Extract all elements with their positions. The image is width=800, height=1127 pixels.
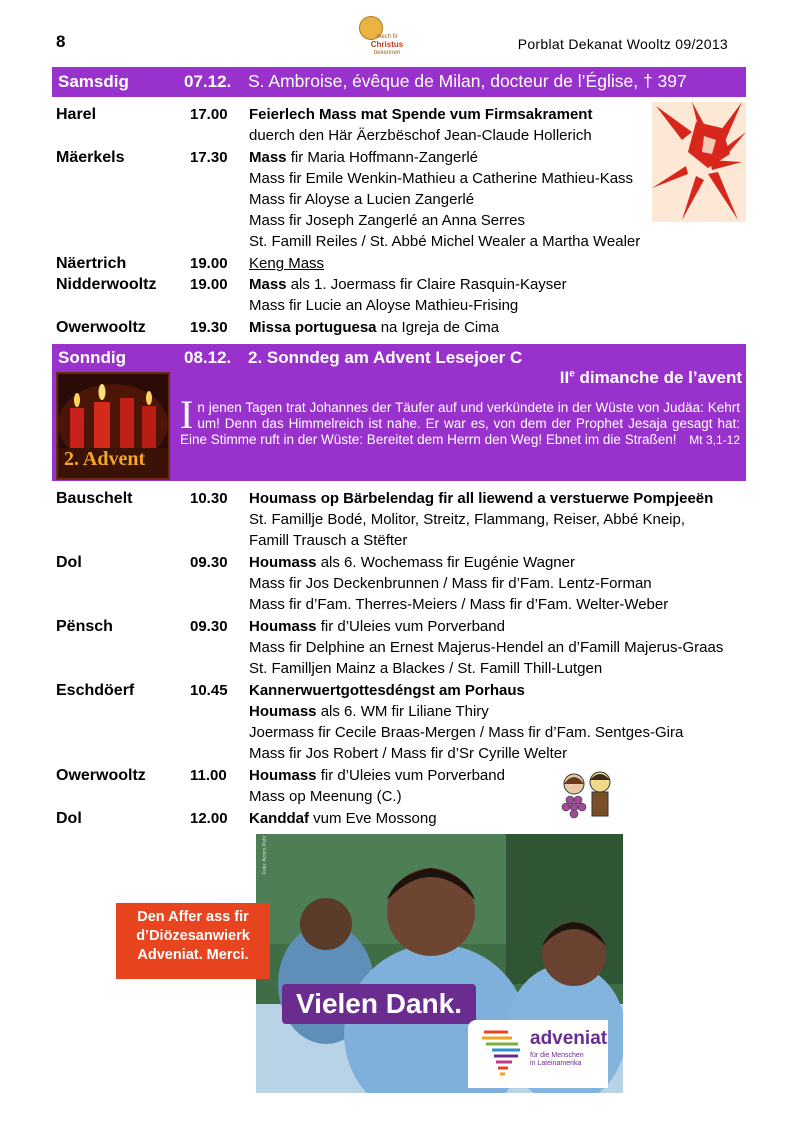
place: Owerwooltz [56,319,146,336]
sunday-subtitle: IIe dimanche de l’avent [559,368,742,387]
adveniat-wordmark: adveniat [530,1028,608,1049]
advent-candles-image [56,372,170,480]
date: 07.12. [184,72,232,91]
gospel-reading [180,392,740,448]
gospel-reference: Mt 3,1-12 [689,433,740,447]
time: 19.00 [190,255,228,272]
time: 09.30 [190,618,228,635]
place: Owerwooltz [56,767,146,784]
gospel-text: n jenen Tagen trat Johannes der Täufer auf und verkündete in der Wüste von Judäa: Kehrt um! Denn das Himmelreich ist nahe. Er war es, von dem der Prophet Jesaja gesagt hat: Eine Stimme ruft in der Wüste: Bereitet dem Herrn den Weg! Ebnet im die Straßen! [180,400,740,447]
adveniat-logo [468,1020,608,1088]
day-header-sunday [52,344,746,481]
gospel-dropcap: I [180,392,194,437]
photo-credit: Foto: Achim Pohl [262,836,268,874]
place: Bauschelt [56,490,133,507]
time: 17.00 [190,106,228,123]
adveniat-tagline: für die Menschen in Lateinamerika [530,1052,584,1067]
logo-text-mid: Christus [370,40,404,49]
time: 11.00 [190,767,227,784]
time: 19.00 [190,276,228,293]
children-grapes-illustration [556,770,618,822]
place: Nidderwooltz [56,276,157,293]
time: 17.30 [190,149,228,166]
place: Mäerkels [56,149,125,166]
publication-info: Porblat Dekanat Wooltz 09/2013 [517,36,728,52]
place: Dol [56,810,82,827]
adveniat-ad-photo [256,834,623,1093]
place: Pënsch [56,618,113,635]
time: 12.00 [190,810,228,827]
time: 19.30 [190,319,228,336]
time: 09.30 [190,554,228,571]
place: Harel [56,106,97,123]
time: 10.30 [190,490,228,507]
mass-text: duerch den Här Äerzbëschof Jean-Claude Hollerich [249,127,592,144]
sunday-title: 2. Sonndeg am Advent Lesejoer C [248,348,523,367]
weekday: Sonndig [58,348,126,367]
place: Dol [56,554,82,571]
place: Näertrich [56,255,127,272]
place: Eschdöerf [56,682,135,699]
thanks-headline: Vielen Dank. [282,984,476,1024]
logo-text-top: mech fir [376,34,398,40]
weekday: Samsdig [58,72,129,91]
no-mass-note: Keng Mass [249,255,325,272]
time: 10.45 [190,682,228,699]
parish-logo [356,14,404,58]
collection-note-badge: Den Affer ass fir d’Diözesanwierk Adveniat. Merci. [116,903,270,979]
page-number: 8 [56,32,66,51]
advent-label: 2. Advent [64,448,146,470]
mass-bold: Feierlech Mass mat Spende vum Firmsakrament [249,106,593,123]
day-header-saturday [52,67,746,97]
feast-title: S. Ambroise, évêque de Milan, docteur de l’Église, † 397 [248,71,687,91]
logo-text-bot: bekennen [373,50,401,56]
date: 08.12. [184,348,232,367]
